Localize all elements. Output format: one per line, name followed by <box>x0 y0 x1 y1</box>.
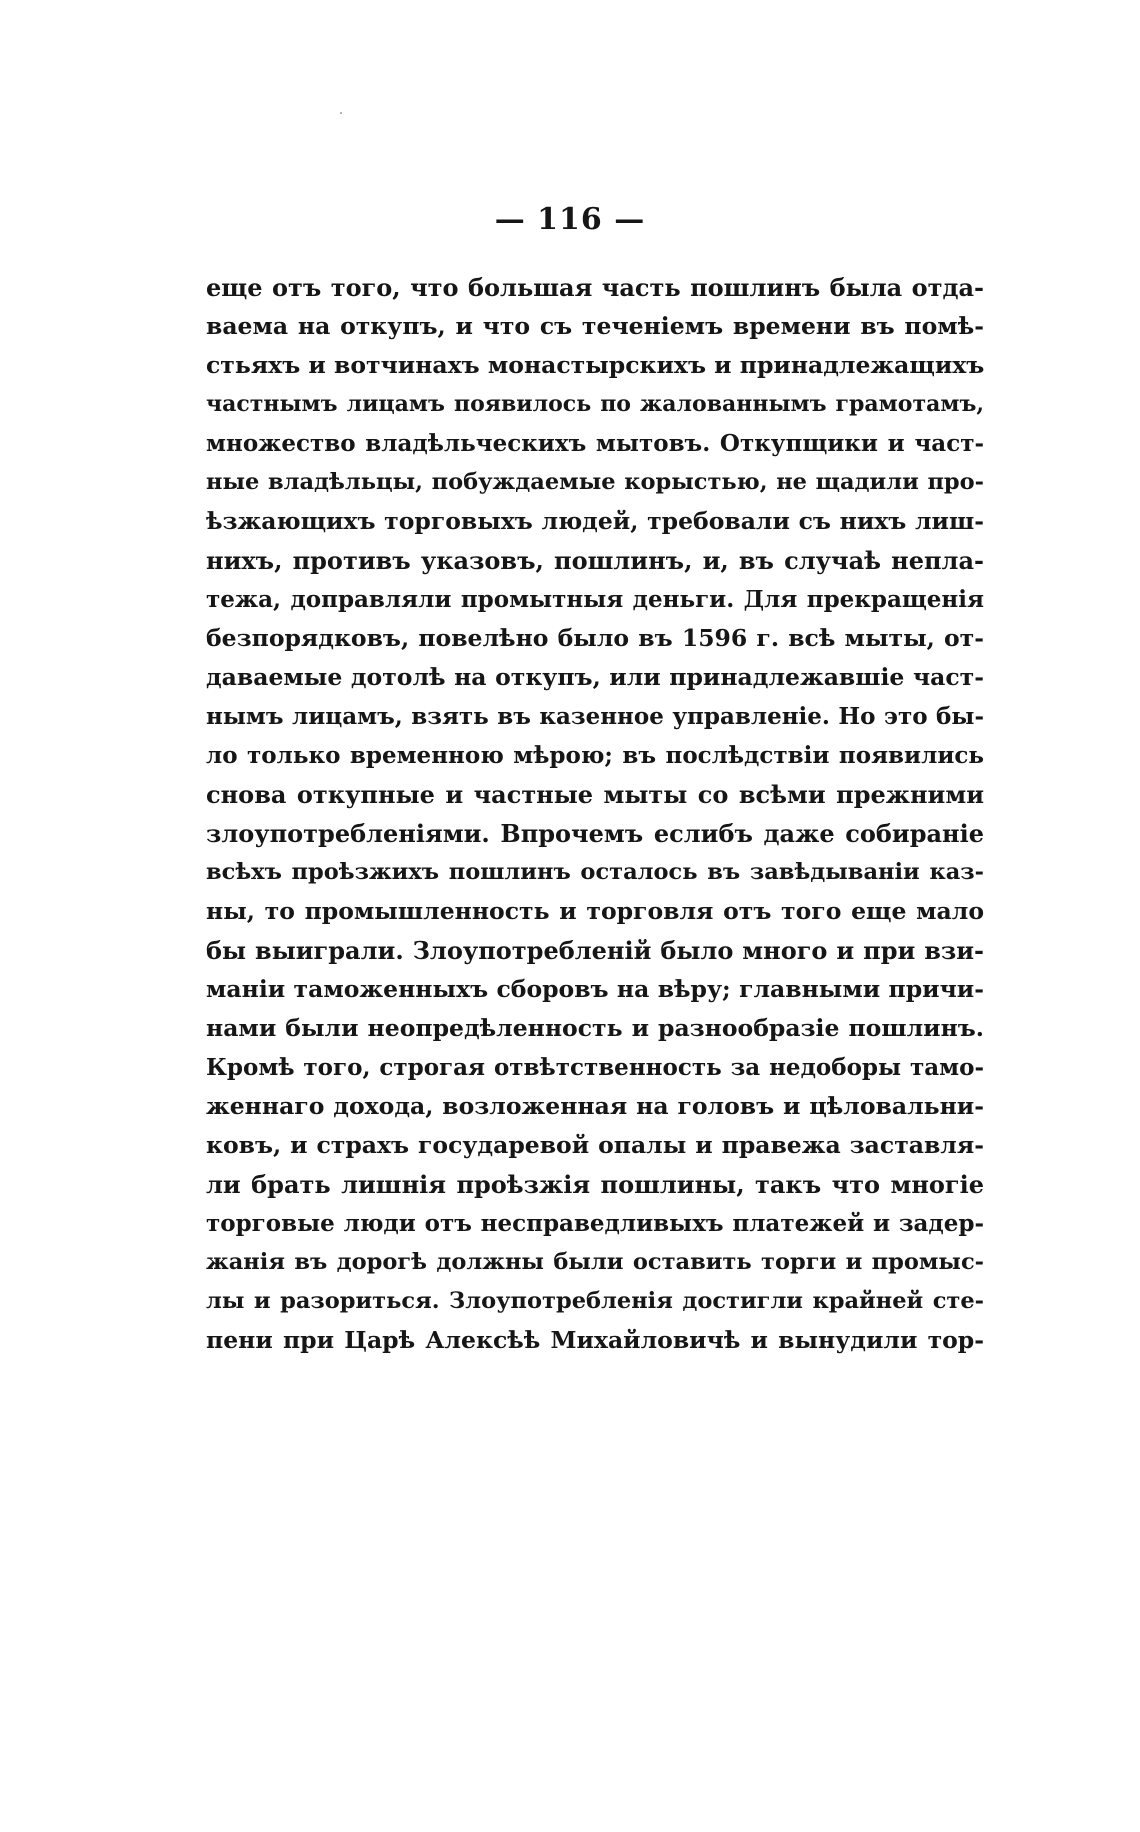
text-line-5: множество владѣльческихъ мытовъ. Откупщики и част- <box>206 430 984 457</box>
text-line-6: ные владѣльцы, побуждаемые корыстью, не щадили про- <box>206 469 984 495</box>
text-line-7: ѣзжающихъ торговыхъ людей, требовали съ нихъ лиш- <box>206 507 984 535</box>
text-line-27: лы и разориться. Злоупотребленія достигли крайней сте- <box>206 1288 984 1314</box>
text-line-17: ны, то промышленность и торговля отъ того еще мало <box>206 897 984 925</box>
text-line-8: нихъ, противъ указовъ, пошлинъ, и, въ случаѣ непла- <box>206 546 984 575</box>
text-line-24: ли брать лишнія проѣзжія пошлины, такъ что многіе <box>206 1170 984 1199</box>
body-text <box>206 268 984 1360</box>
text-line-13: ло только временною мѣрою; въ послѣдствіи появились <box>206 742 984 769</box>
text-line-11: даваемые дотолѣ на откупъ, или принадлежавшіе част- <box>206 663 984 691</box>
text-line-3: стьяхъ и вотчинахъ монастырскихъ и принадлежащихъ <box>206 351 984 379</box>
text-line-12: нымъ лицамъ, взять въ казенное управленіе. Но это бы- <box>206 703 984 730</box>
text-line-22: женнаго дохода, возложенная на головъ и цѣловальни- <box>206 1092 984 1120</box>
text-line-19: маніи таможенныхъ сборовъ на вѣру; главными причи- <box>206 975 984 1003</box>
text-line-28: пени при Царѣ Алексѣѣ Михайловичѣ и вынудили тор- <box>206 1326 984 1354</box>
text-line-23: ковъ, и страхъ государевой опалы и правежа заставля- <box>206 1131 984 1159</box>
text-line-25: торговые люди отъ несправедливыхъ платежей и задер- <box>206 1210 984 1237</box>
text-line-14: снова откупные и частные мыты со всѣми прежними <box>206 780 984 809</box>
text-line-1: еще отъ того, что большая часть пошлинъ была отда- <box>206 273 984 302</box>
text-line-16: всѣхъ проѣзжихъ пошлинъ осталось въ завѣдываніи каз- <box>206 859 984 885</box>
text-line-15: злоупотребленіями. Впрочемъ еслибъ даже собираніе <box>206 819 984 848</box>
paper-speck <box>340 112 342 114</box>
text-line-21: Кромѣ того, строгая отвѣтственность за недоборы тамо- <box>206 1054 984 1081</box>
text-line-26: жанія въ дорогѣ должны были оставить торги и промыс- <box>206 1249 984 1275</box>
page-number: — 116 — <box>494 202 646 237</box>
text-line-4: частнымъ лицамъ появилось по жалованнымъ грамотамъ, <box>206 391 984 417</box>
text-line-18: бы выиграли. Злоупотребленій было много и при взи- <box>206 936 984 965</box>
text-line-20: нами были неопредѣленность и разнообразіе пошлинъ. <box>206 1014 984 1042</box>
text-line-10: безпорядковъ, повелѣно было въ 1596 г. всѣ мыты, от- <box>206 624 984 652</box>
text-line-2: ваема на откупъ, и что съ теченіемъ времени въ помѣ- <box>206 312 984 340</box>
text-line-9: тежа, доправляли промытныя деньги. Для прекращенія <box>206 586 984 613</box>
